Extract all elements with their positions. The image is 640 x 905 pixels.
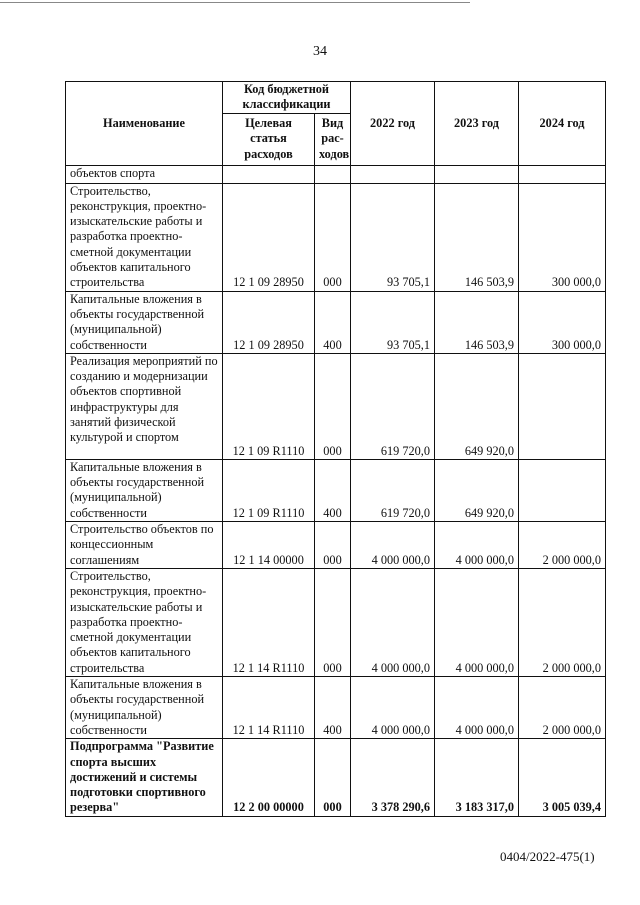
- row-expense-type: 000: [315, 739, 351, 816]
- row-expense-type: 000: [315, 183, 351, 291]
- row-name: Капитальные вложения в объекты государственной (муниципальной) собственности: [66, 677, 223, 739]
- row-name: Реализация мероприятий по созданию и модернизации объектов спортивной инфраструктуры для занятий физической культурой и спортом: [66, 353, 223, 459]
- header-name: Наименование: [66, 82, 223, 166]
- page-number: 34: [313, 44, 327, 59]
- top-rule: [0, 2, 470, 3]
- row-target-article: 12 1 09 R1110: [223, 459, 315, 521]
- row-expense-type: 400: [315, 677, 351, 739]
- row-value-2022: 93 705,1: [351, 291, 435, 353]
- row-value-2022: [351, 165, 435, 183]
- table-row: [66, 165, 606, 183]
- row-value-2024: 2 000 000,0: [519, 522, 606, 569]
- header-code-group: Код бюджетной классификации: [223, 82, 351, 114]
- row-value-2022: 93 705,1: [351, 183, 435, 291]
- row-value-2024: [519, 353, 606, 459]
- row-name: Капитальные вложения в объекты государственной (муниципальной) собственности: [66, 459, 223, 521]
- header-2023: 2023 год: [435, 82, 519, 166]
- row-expense-type: [315, 165, 351, 183]
- row-value-2024: 3 005 039,4: [519, 739, 606, 816]
- row-name: объектов спорта: [66, 165, 223, 183]
- row-target-article: 12 2 00 00000: [223, 739, 315, 816]
- row-value-2023: 4 000 000,0: [435, 522, 519, 569]
- row-value-2024: 300 000,0: [519, 183, 606, 291]
- row-target-article: 12 1 09 R1110: [223, 353, 315, 459]
- row-value-2023: 146 503,9: [435, 291, 519, 353]
- row-expense-type: 000: [315, 568, 351, 676]
- row-expense-type: 000: [315, 353, 351, 459]
- table-row: [66, 459, 606, 521]
- table-row: [66, 183, 606, 291]
- row-expense-type: 400: [315, 459, 351, 521]
- row-name: Капитальные вложения в объекты государственной (муниципальной) собственности: [66, 291, 223, 353]
- row-value-2022: 4 000 000,0: [351, 522, 435, 569]
- table-row: [66, 568, 606, 676]
- row-value-2024: 2 000 000,0: [519, 568, 606, 676]
- row-name: Строительство, реконструкция, проектно-изыскательские работы и разработка проектно-сметной документации объектов капитального строительства: [66, 568, 223, 676]
- table-row: [66, 677, 606, 739]
- table-body: [66, 165, 606, 816]
- table-row: [66, 739, 606, 816]
- row-value-2023: [435, 165, 519, 183]
- row-expense-type: 000: [315, 522, 351, 569]
- row-target-article: [223, 165, 315, 183]
- header-expense-type: Вид рас-ходов: [315, 113, 351, 165]
- row-value-2023: 649 920,0: [435, 459, 519, 521]
- row-value-2022: 4 000 000,0: [351, 568, 435, 676]
- row-value-2022: 619 720,0: [351, 353, 435, 459]
- row-value-2023: 649 920,0: [435, 353, 519, 459]
- row-value-2023: 146 503,9: [435, 183, 519, 291]
- row-name: Строительство объектов по концессионным соглашениям: [66, 522, 223, 569]
- row-value-2024: 300 000,0: [519, 291, 606, 353]
- row-target-article: 12 1 14 00000: [223, 522, 315, 569]
- row-target-article: 12 1 09 28950: [223, 183, 315, 291]
- header-2024: 2024 год: [519, 82, 606, 166]
- row-value-2023: 4 000 000,0: [435, 568, 519, 676]
- row-name: Подпрограмма "Развитие спорта высших достижений и системы подготовки спортивного резерва": [66, 739, 223, 816]
- document-code: 0404/2022-475(1): [500, 849, 595, 864]
- row-name: Строительство, реконструкция, проектно-изыскательские работы и разработка проектно-сметной документации объектов капитального строительства: [66, 183, 223, 291]
- table-row: [66, 522, 606, 569]
- header-target-article: Целевая статья расходов: [223, 113, 315, 165]
- row-target-article: 12 1 14 R1110: [223, 677, 315, 739]
- row-value-2022: 3 378 290,6: [351, 739, 435, 816]
- row-expense-type: 400: [315, 291, 351, 353]
- table-row: [66, 353, 606, 459]
- row-value-2023: 3 183 317,0: [435, 739, 519, 816]
- row-value-2024: 2 000 000,0: [519, 677, 606, 739]
- row-target-article: 12 1 14 R1110: [223, 568, 315, 676]
- row-value-2022: 4 000 000,0: [351, 677, 435, 739]
- row-value-2024: [519, 165, 606, 183]
- budget-table: [65, 81, 606, 817]
- row-value-2024: [519, 459, 606, 521]
- row-value-2022: 619 720,0: [351, 459, 435, 521]
- row-value-2023: 4 000 000,0: [435, 677, 519, 739]
- row-target-article: 12 1 09 28950: [223, 291, 315, 353]
- header-2022: 2022 год: [351, 82, 435, 166]
- table-row: [66, 291, 606, 353]
